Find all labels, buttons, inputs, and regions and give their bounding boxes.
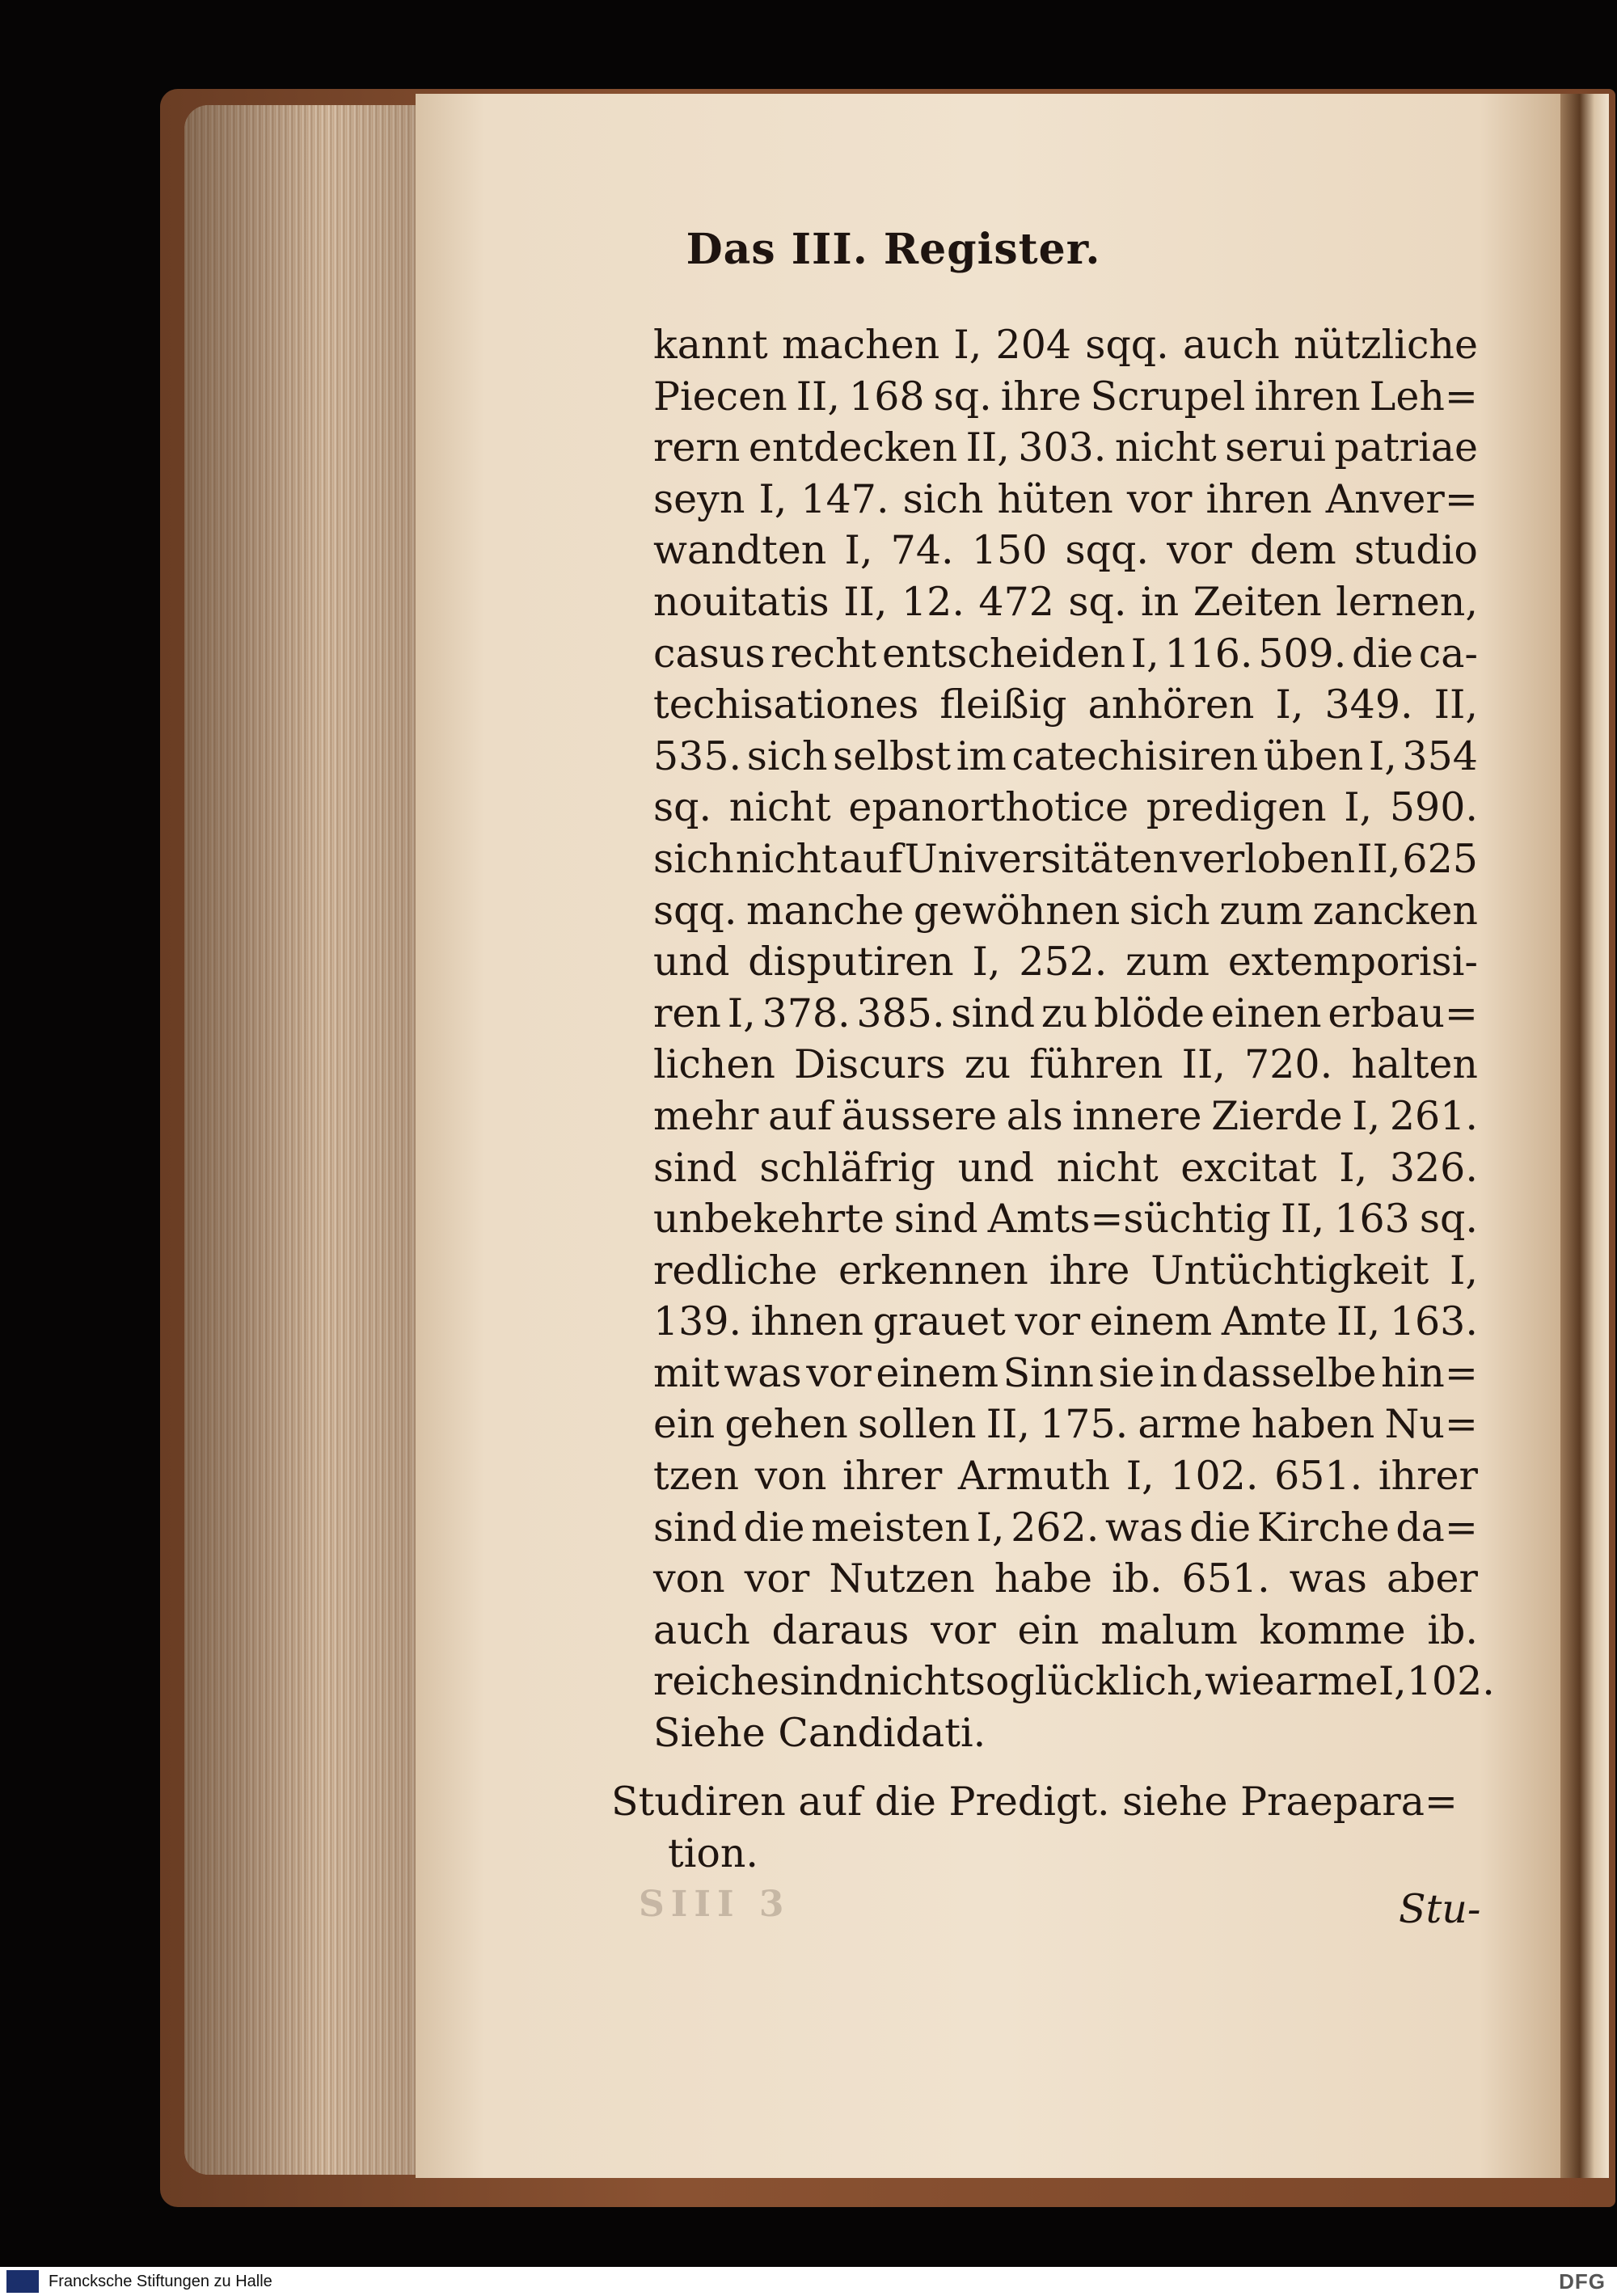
text-line: reiche sind nicht so glücklich, wie arme I, 102. xyxy=(653,1658,1495,1705)
text-line: Piecen II, 168 sq. ihre Scrupel ihren Leh= xyxy=(653,373,1478,420)
text-line: und disputiren I, 252. zum extemporisi- xyxy=(653,939,1478,986)
text-line: sq. nicht epanorthotice predigen I, 590. xyxy=(653,784,1478,831)
text-line: ein gehen sollen II, 175. arme haben Nu= xyxy=(653,1401,1478,1448)
text-line: lichen Discurs zu führen II, 720. halten xyxy=(653,1041,1478,1088)
text-line: ren I, 378. 385. sind zu blöde einen erbau= xyxy=(653,990,1478,1036)
text-line: sqq. manche gewöhnen sich zum zancken xyxy=(653,887,1478,934)
text-line: auch daraus vor ein malum komme ib. xyxy=(653,1606,1478,1653)
institution-name: Francksche Stiftungen zu Halle xyxy=(49,2273,272,2290)
funder-logo: DFG xyxy=(1559,2269,1606,2294)
text-line: nouitatis II, 12. 472 sq. in Zeiten lernen, xyxy=(653,578,1478,625)
text-line: Siehe Candidati. xyxy=(653,1710,986,1757)
institution-logo-icon xyxy=(6,2270,39,2293)
viewer-footer xyxy=(0,2267,1617,2296)
text-line: 535. sich selbst im catechisiren üben I, 354 xyxy=(653,732,1478,779)
text-line: kannt machen I, 204 sqq. auch nützliche xyxy=(653,322,1478,368)
book-gutter xyxy=(1560,94,1609,2178)
running-head xyxy=(0,225,1617,274)
text-line: von vor Nutzen habe ib. 651. was aber xyxy=(653,1555,1478,1602)
text-line: mehr auf äussere als innere Zierde I, 261. xyxy=(653,1092,1478,1139)
text-line: seyn I, 147. sich hüten vor ihren Anver= xyxy=(653,475,1478,522)
text-line: tzen von ihrer Armuth I, 102. 651. ihrer xyxy=(653,1453,1478,1500)
text-line: mit was vor einem Sinn sie in dasselbe hin= xyxy=(653,1349,1478,1396)
text-line: rern entdecken II, 303. nicht serui patriae xyxy=(653,424,1478,471)
text-line: 139. ihnen grauet vor einem Amte II, 163. xyxy=(653,1298,1478,1345)
text-line: redliche erkennen ihre Untüchtigkeit I, xyxy=(653,1247,1478,1294)
text-line: unbekehrte sind Amts=süchtig II, 163 sq. xyxy=(653,1196,1478,1243)
text-line: sind die meisten I, 262. was die Kirche da= xyxy=(653,1504,1478,1551)
text-line: techisationes fleißig anhören I, 349. II, xyxy=(653,682,1478,728)
catchword: Stu- xyxy=(1399,1886,1481,1932)
entry-line-2: tion. xyxy=(668,1830,758,1876)
text-line: casus recht entscheiden I, 116. 509. die ca- xyxy=(653,630,1478,677)
text-line: sich nicht auf Universitäten verloben II, 625 xyxy=(653,835,1478,882)
fore-edge-shade xyxy=(184,105,424,2175)
entry-line-1: Studiren auf die Predigt. siehe Praepara= xyxy=(611,1779,1458,1825)
bleed-through-text: SIII 3 xyxy=(639,1884,791,1925)
text-line: sind schläfrig und nicht excitat I, 326. xyxy=(653,1144,1478,1191)
text-line: wandten I, 74. 150 sqq. vor dem studio xyxy=(653,527,1478,574)
register-entry xyxy=(611,1776,1478,1879)
running-head-text: Das III. Register. xyxy=(686,225,1101,274)
register-text xyxy=(653,319,1495,1759)
